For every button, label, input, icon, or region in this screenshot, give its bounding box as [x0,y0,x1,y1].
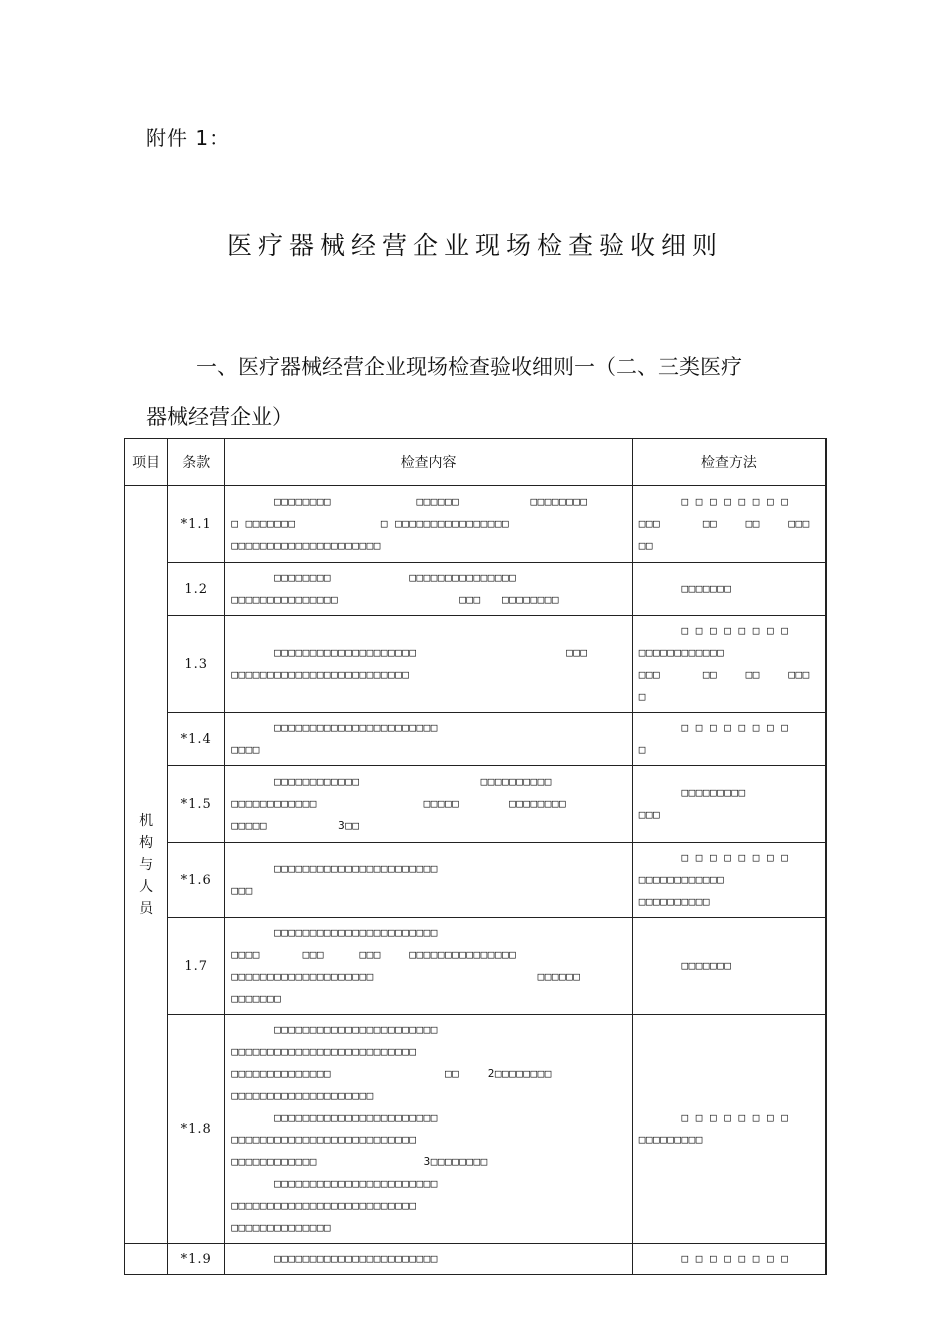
content-cell: □□□□□□□□□□□□□□□□□□□□□□□ □□□ [225,843,632,918]
inspection-table [124,438,827,1275]
clause-cell: *1.5 [168,766,225,843]
section-heading-line1: 一、医疗器械经营企业现场检查验收细则一（二、三类医疗 [196,355,742,379]
method-cell: □□□□□□□□□ □□□ [632,766,826,843]
group-label-char: 与 [139,856,154,873]
method-cell: □□□□□□□ [632,918,826,1015]
table-row [125,1015,827,1244]
attachment-label: 附件 1： [146,126,231,150]
header-method: 检查方法 [632,439,826,486]
method-cell: □ □ □ □ □ □ □ □ □□□□□□□□□ [632,1015,826,1244]
method-cell: □ □ □ □ □ □ □ □ [632,1244,826,1275]
method-cell: □ □ □ □ □ □ □ □ □□□□□□□□□□□□ □□□ □□ □□ □□□ □ [632,616,826,713]
group-label-char: 员 [139,900,154,917]
content-cell: □□□□□□□□□□□□ □□□□□□□□□□ □□□□□□□□□□□□ □□□□□ □□□□□□□□ □□□□□ 3□□ [225,766,632,843]
document-title: 医疗器械经营企业现场检查验收细则 [226,231,723,260]
content-cell: □□□□□□□□ □□□□□□ □□□□□□□□ □ □□□□□□□ □ □□□□□□□□□□□□□□□□ □□□□□□□□□□□□□□□□□□□□□ [225,486,632,563]
clause-cell: 1.7 [168,918,225,1015]
group-label-char: 构 [139,834,154,851]
clause-cell: 1.3 [168,616,225,713]
content-cell: □□□□□□□□□□□□□□□□□□□□□□□ □□□□ [225,713,632,766]
method-cell: □□□□□□□ [632,563,826,616]
table-row [125,766,827,843]
content-cell: □□□□□□□□□□□□□□□□□□□□□□□ □□□□□□□□□□□□□□□□□□□□□□□□□□ □□□□□□□□□□□□□□ □□ 2□□□□□□□□ □□□□□□□□□□□□□□□□□□□□ □□□□□□□□□□□□□□□□□□□□□□□ □□□□□□□□□□□□□□□□□□□□□□□□□□ □□□□□□□□□□□□ 3□□□□□□□□ □□□□□□□□□□□□□□□□□□□□□□□ □□□□□□□□□□□□□□□□□□□□□□□□□□ □□□□□□□□□□□□□□ [225,1015,632,1244]
content-cell: □□□□□□□□□□□□□□□□□□□□□□□ [225,1244,632,1275]
content-cell: □□□□□□□□□□□□□□□□□□□□ □□□ □□□□□□□□□□□□□□□□□□□□□□□□□ [225,616,632,713]
section-heading-line2: 器械经营企业） [146,405,293,429]
table-row [125,616,827,713]
section-heading [146,342,826,442]
group-label-cell [125,1244,168,1275]
table-row [125,713,827,766]
method-cell: □ □ □ □ □ □ □ □ □□□ □□ □□ □□□ □□ [632,486,826,563]
clause-cell: *1.9 [168,1244,225,1275]
clause-cell: *1.4 [168,713,225,766]
table-row [125,486,827,563]
table-row [125,918,827,1015]
content-cell: □□□□□□□□ □□□□□□□□□□□□□□□ □□□□□□□□□□□□□□□ □□□ □□□□□□□□ [225,563,632,616]
table-header-row [125,439,827,486]
method-cell: □ □ □ □ □ □ □ □ □ [632,713,826,766]
header-item: 项目 [125,439,168,486]
clause-cell: *1.6 [168,843,225,918]
clause-cell: *1.1 [168,486,225,563]
group-label-char: 机 [139,812,154,829]
method-cell: □ □ □ □ □ □ □ □ □□□□□□□□□□□□ □□□□□□□□□□ [632,843,826,918]
group-label-char: 人 [139,878,154,895]
clause-cell: *1.8 [168,1015,225,1244]
header-clause: 条款 [168,439,225,486]
table-row [125,1244,827,1275]
group-label-cell [125,486,168,1244]
table-row [125,843,827,918]
header-content: 检查内容 [225,439,632,486]
clause-cell: 1.2 [168,563,225,616]
content-cell: □□□□□□□□□□□□□□□□□□□□□□□ □□□□ □□□ □□□ □□□□□□□□□□□□□□□ □□□□□□□□□□□□□□□□□□□□ □□□□□□ □□□□□□□ [225,918,632,1015]
table-row [125,563,827,616]
